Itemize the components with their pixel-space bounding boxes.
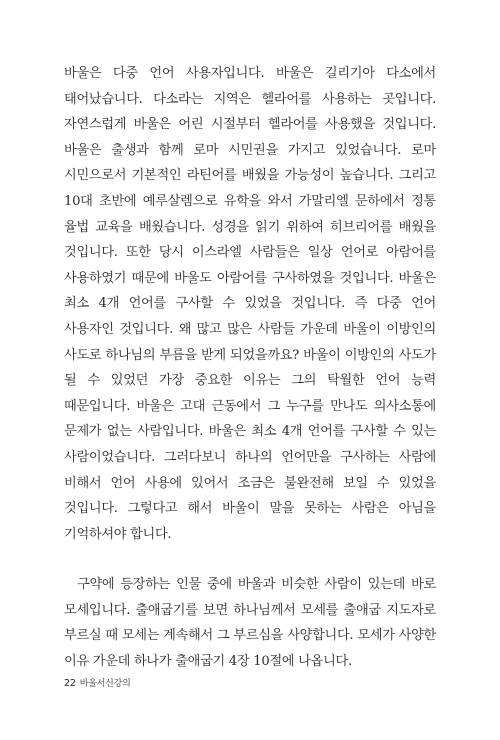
body-paragraph-2: 구약에 등장하는 인물 중에 바울과 비슷한 사람이 있는데 바로 모세입니다. 출애굽기를 보면 하나님께서 모세를 출애굽 지도자로 부르실 때 모세는 계속해서 그 부르심을 사양합니다. 모세가 사양한 이유 가운데 하나가 출애굽기 4장 10절에 나옵니다. (64, 577, 436, 670)
body-paragraph-1: 바울은 다중 언어 사용자입니다. 바울은 길리기아 다소에서 태어났습니다. 다소라는 지역은 헬라어를 사용하는 곳입니다. 자연스럽게 바울은 어린 시절부터 헬라어를 사용했을 것입니다. 바울은 출생과 함께 로마 시민권을 가지고 있었습니다. 로마 시민으로서 기본적인 라틴어를 배웠을 가능성이 높습니다. 그리고 10대 초반에 예루살렘으로 유학을 와서 가말리엘 문하에서 정통 율법 교육을 배웠습니다. 성경을 읽기 위하여 히브리어를 배웠을 것입니다. 또한 당시 이스라엘 사람들은 일상 언어로 아람어를 사용하였기 때문에 바울도 아람어를 구사하였을 것입니다. 바울은 최소 4개 언어를 구사할 수 있었을 것입니다. 즉 다중 언어 사용자인 것입니다. 왜 많고 많은 사람들 가운데 바울이 이방인의 사도로 하나님의 부름을 받게 되었을까요? 바울이 이방인의 사도가 될 수 있었던 가장 중요한 이유는 그의 탁월한 언어 능력 때문입니다. 바울은 고대 근동에서 그 누구를 만나도 의사소통에 문제가 없는 사람입니다. 바울은 최소 4개 언어를 구사할 수 있는 사람이었습니다. 그러다보니 하나의 언어만을 구사하는 사람에 비해서 언어 사용에 있어서 조금은 불완전해 보일 수 있었을 것입니다. 그렇다고 해서 바울이 말을 못하는 사람은 아님을 기억하셔야 합니다. (64, 66, 436, 542)
book-title: 바울서신강의 (79, 679, 131, 689)
page-body (64, 61, 436, 675)
page-number: 22 (64, 678, 76, 689)
page-footer (64, 676, 131, 689)
